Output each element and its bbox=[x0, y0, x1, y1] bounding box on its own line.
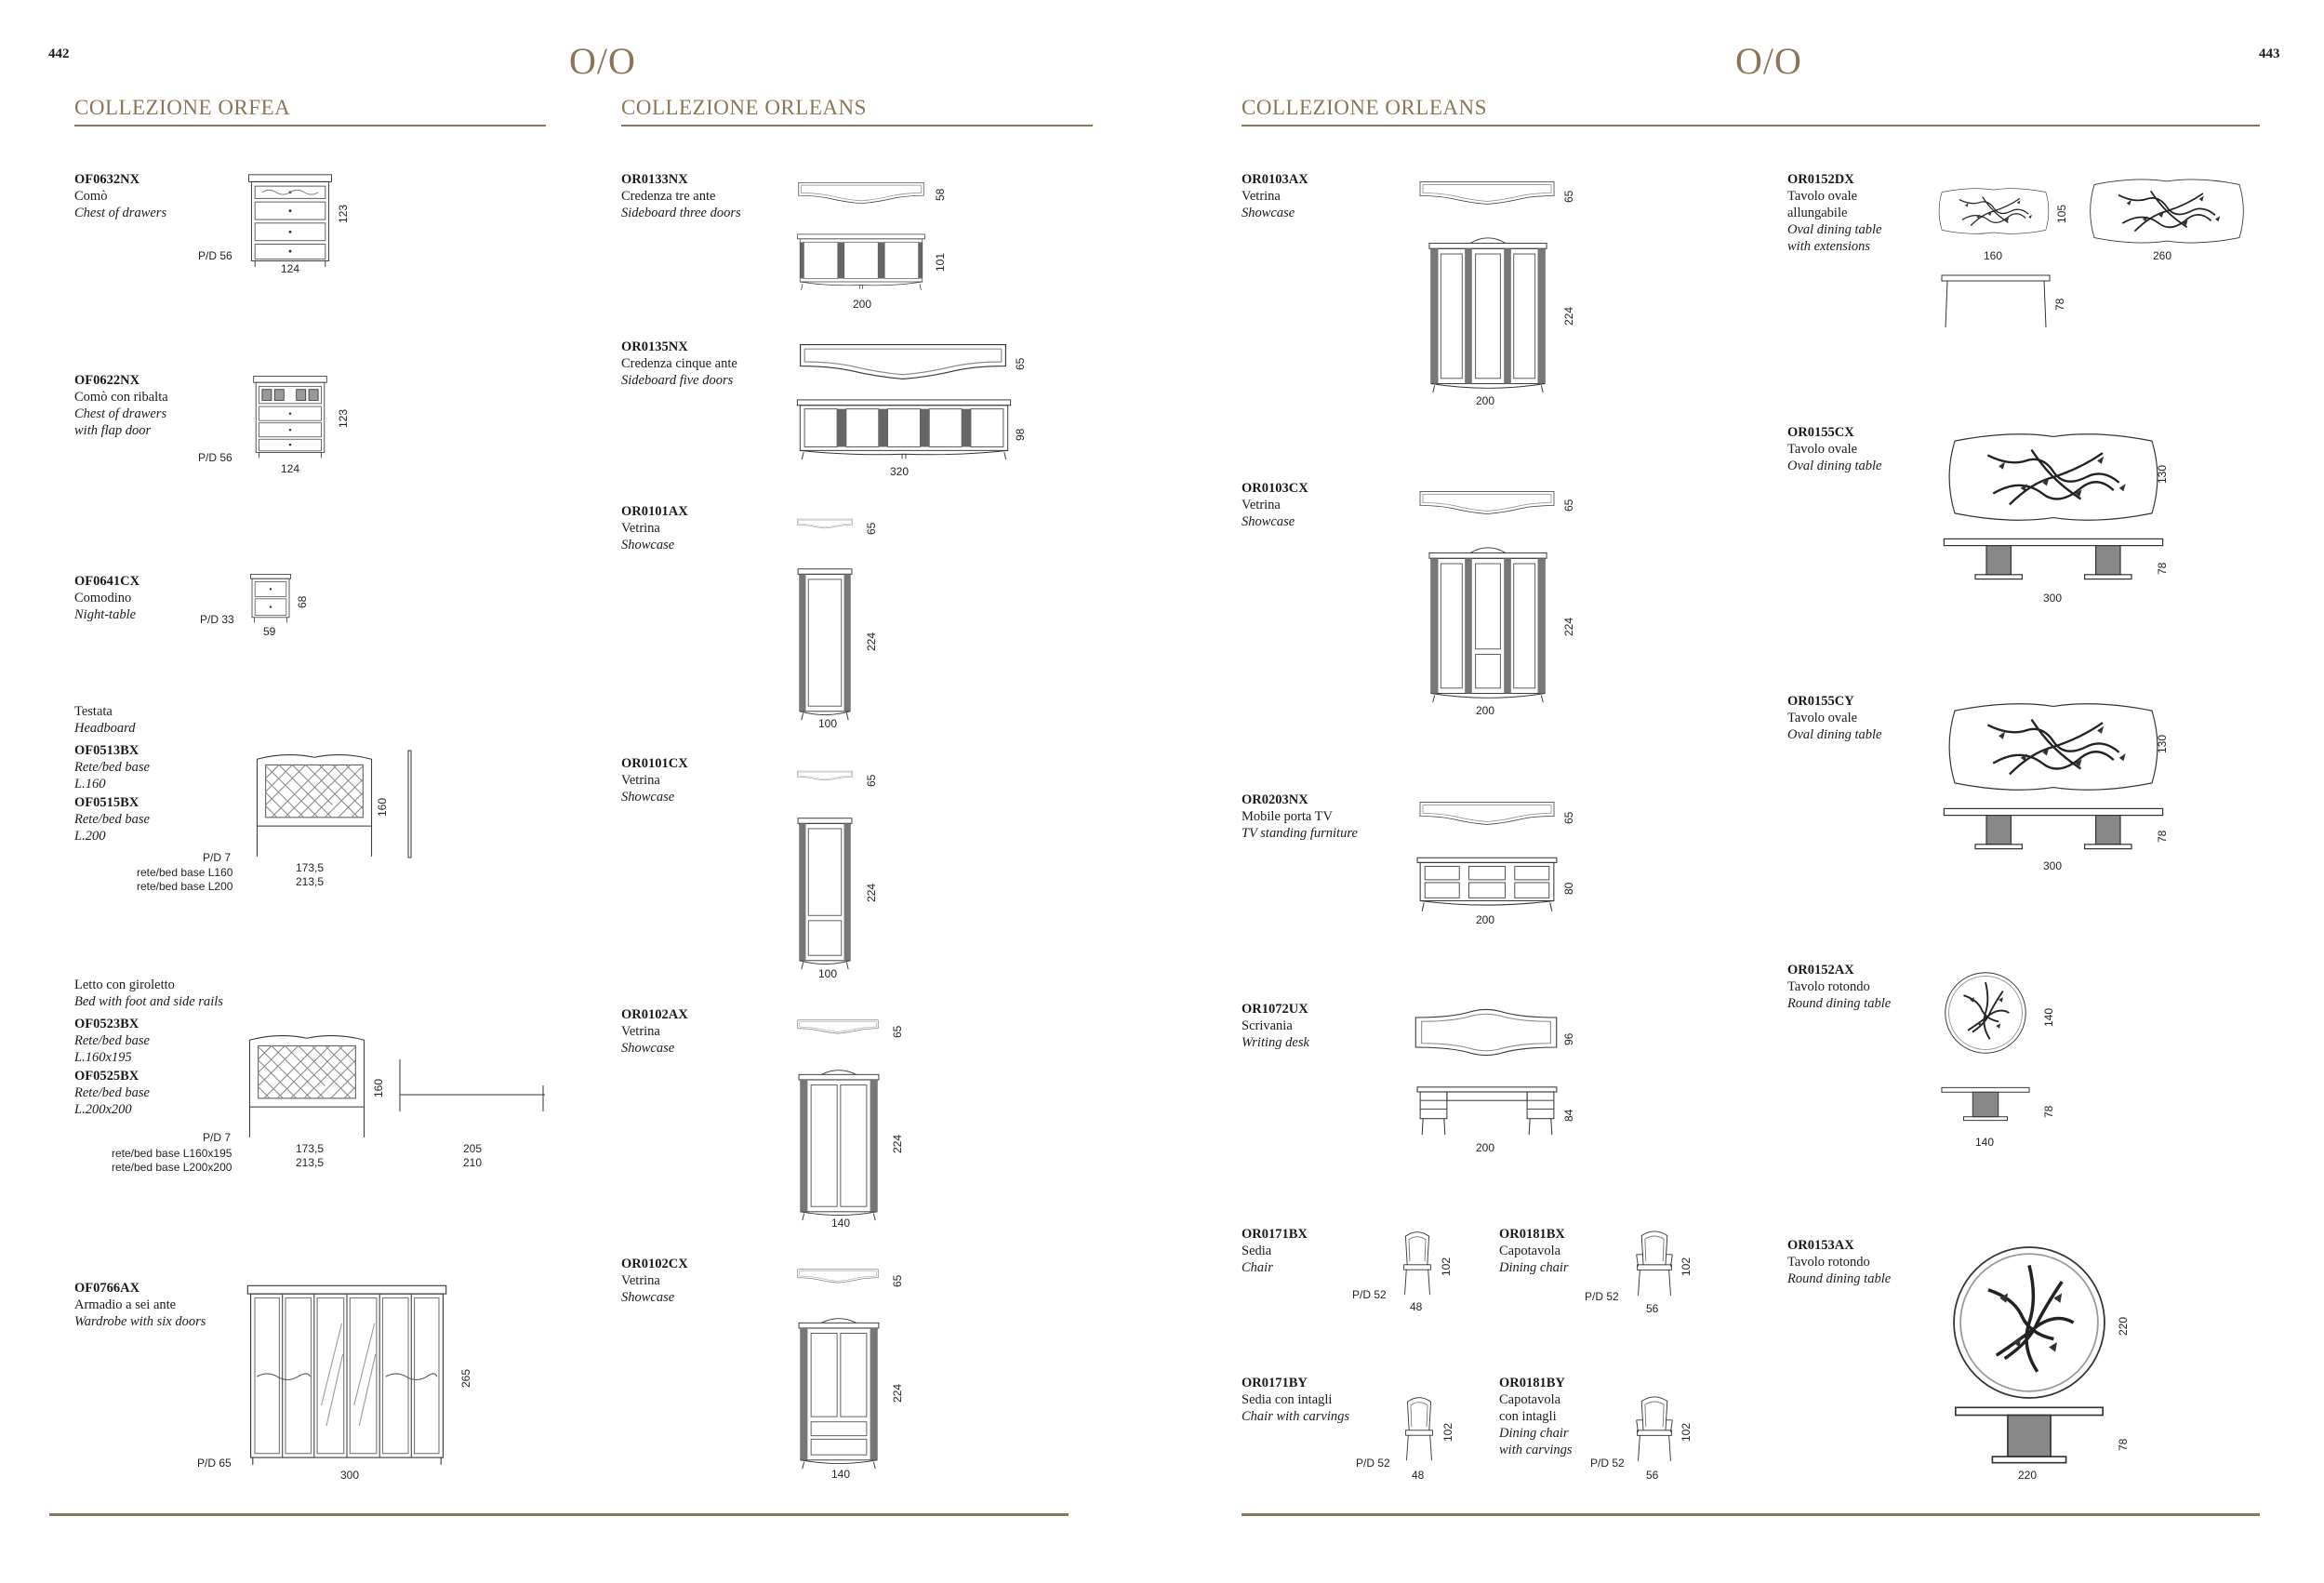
bed-side-drawing bbox=[398, 1031, 547, 1140]
showcase-top-drawing bbox=[796, 1257, 880, 1295]
dim-height: 102 bbox=[1680, 1422, 1693, 1442]
dim-width: 59 bbox=[263, 625, 276, 638]
product-code: OR0203NX bbox=[1242, 792, 1308, 807]
dim-height: 224 bbox=[1562, 306, 1575, 326]
product-name-en: Headboard bbox=[74, 721, 136, 736]
dim-height: 224 bbox=[891, 1383, 904, 1403]
dim-depth: 130 bbox=[2156, 734, 2169, 753]
item-or0133nx bbox=[621, 171, 741, 221]
dim-width: 200 bbox=[1476, 704, 1495, 717]
dim-width: 48 bbox=[1410, 1300, 1423, 1313]
dim-height: 224 bbox=[865, 883, 878, 902]
item-or0155cy bbox=[1787, 693, 1882, 743]
product-name-it: Mobile porta TV bbox=[1242, 809, 1333, 824]
sideboard5-top-drawing bbox=[796, 339, 1010, 384]
product-name-it: Comò bbox=[74, 189, 108, 204]
dim-width: 140 bbox=[831, 1468, 851, 1481]
item-or0181by bbox=[1499, 1375, 1573, 1458]
product-name-en: Showcase bbox=[621, 538, 675, 552]
dim-height: 224 bbox=[891, 1134, 904, 1153]
product-code: OR0152AX bbox=[1787, 963, 1854, 978]
product-name-it-2: con intagli bbox=[1499, 1409, 1557, 1424]
dim-length: 210 bbox=[463, 1156, 483, 1169]
dim-height: 224 bbox=[1562, 617, 1575, 636]
dim-height: 160 bbox=[376, 797, 389, 817]
product-code: OR0135NX bbox=[621, 339, 688, 354]
product-name-it: Capotavola bbox=[1499, 1244, 1561, 1258]
product-name-it: Vetrina bbox=[621, 773, 660, 788]
dim-height: 78 bbox=[2042, 1105, 2055, 1118]
product-name-en: Chest of drawers bbox=[74, 406, 167, 421]
dim-depth: P/D 7 bbox=[203, 851, 232, 864]
dim-depth: 65 bbox=[891, 1025, 904, 1038]
dim-height: 123 bbox=[337, 408, 350, 428]
product-name-it: Comò con ribalta bbox=[74, 390, 168, 405]
dim-width: 200 bbox=[1476, 1141, 1495, 1154]
item-or0103cx bbox=[1242, 480, 1308, 530]
product-name-it: Vetrina bbox=[1242, 498, 1281, 512]
dim-depth: 96 bbox=[1562, 1032, 1575, 1045]
product-name-it: Letto con giroletto bbox=[74, 978, 175, 992]
sideboard-three-doors-drawing bbox=[796, 229, 926, 296]
showcase-top-drawing bbox=[1417, 482, 1557, 524]
dim-height: 78 bbox=[2117, 1438, 2130, 1451]
bed-drawing bbox=[244, 1031, 370, 1140]
oval-table-side-drawing bbox=[1942, 802, 2165, 856]
dim-depth: P/D 56 bbox=[198, 451, 232, 464]
dim-height: 98 bbox=[1014, 428, 1027, 441]
item-or0102ax bbox=[621, 1006, 688, 1057]
dim-height: 265 bbox=[459, 1368, 472, 1388]
product-name-it: Vetrina bbox=[621, 1273, 660, 1288]
dining-armchair-drawing bbox=[1633, 1228, 1676, 1298]
showcase-drawing bbox=[792, 1066, 885, 1222]
variant-label: Rete/bed base bbox=[74, 760, 150, 775]
product-name-it: Armadio a sei ante bbox=[74, 1297, 177, 1312]
item-bed bbox=[74, 977, 223, 1118]
product-name-en: Showcase bbox=[1242, 514, 1295, 529]
sideboard-five-doors-drawing bbox=[794, 398, 1014, 461]
oval-table-side-drawing bbox=[1940, 273, 2052, 329]
product-code: OR0103AX bbox=[1242, 172, 1308, 187]
dim-width: 320 bbox=[890, 465, 910, 478]
product-code: OR0153AX bbox=[1787, 1238, 1854, 1253]
dim-height: 80 bbox=[1562, 882, 1575, 895]
product-name-en: Showcase bbox=[621, 1041, 675, 1056]
collection-rule-orfea bbox=[74, 125, 546, 126]
item-or0103ax bbox=[1242, 171, 1308, 221]
dim-height: 160 bbox=[372, 1078, 385, 1097]
product-name-en-2: with carvings bbox=[1499, 1443, 1573, 1457]
product-name-en: Night-table bbox=[74, 607, 137, 622]
item-or0181bx bbox=[1499, 1226, 1569, 1276]
product-code: OF0632NX bbox=[74, 172, 140, 187]
item-or0155cx bbox=[1787, 424, 1882, 474]
dim-width: 173,5 bbox=[296, 861, 325, 874]
product-code: OF0523BX bbox=[74, 1017, 139, 1031]
item-of0632nx bbox=[74, 171, 166, 221]
product-code: OR0152DX bbox=[1787, 172, 1854, 187]
collection-title-orleans-right: COLLEZIONE ORLEANS bbox=[1242, 96, 1487, 119]
product-name-en: Oval dining table bbox=[1787, 459, 1882, 473]
dim-depth: 105 bbox=[2055, 204, 2068, 223]
dim-depth: 130 bbox=[2156, 464, 2169, 484]
dim-depth: 220 bbox=[2117, 1316, 2130, 1336]
dim-depth: P/D 52 bbox=[1356, 1457, 1390, 1470]
product-name-en-2: with extensions bbox=[1787, 239, 1871, 254]
dim-width: 220 bbox=[2018, 1469, 2038, 1482]
dim-height: 78 bbox=[2156, 562, 2169, 575]
collection-rule-orleans-right bbox=[1242, 125, 2260, 126]
desk-top-drawing bbox=[1412, 1001, 1560, 1064]
dim-width: 56 bbox=[1646, 1469, 1659, 1482]
dim-depth: P/D 52 bbox=[1590, 1457, 1625, 1470]
product-code: OR0155CX bbox=[1787, 425, 1854, 440]
product-name-it: Tavolo rotondo bbox=[1787, 1255, 1870, 1270]
product-code: OR0155CY bbox=[1787, 694, 1854, 709]
product-code: OR0181BX bbox=[1499, 1227, 1565, 1242]
dim-height: 68 bbox=[296, 595, 309, 608]
night-table-drawing bbox=[247, 572, 294, 624]
variant-size: L.160x195 bbox=[74, 1050, 132, 1065]
item-or0102cx bbox=[621, 1256, 688, 1306]
carved-armchair-drawing bbox=[1633, 1393, 1676, 1464]
dim-width: 300 bbox=[340, 1469, 360, 1482]
variant-size: L.200 bbox=[74, 829, 106, 844]
item-or0203nx bbox=[1242, 792, 1358, 842]
product-name-it: Vetrina bbox=[621, 1024, 660, 1039]
product-code: OR0101AX bbox=[621, 504, 688, 519]
product-name-it: Credenza cinque ante bbox=[621, 356, 737, 371]
dim-width: 124 bbox=[281, 262, 300, 275]
product-name-en: Sideboard five doors bbox=[621, 373, 734, 388]
round-table-top-drawing bbox=[1942, 969, 2029, 1057]
dim-width: 160 bbox=[1984, 249, 2003, 262]
product-name-it: Vetrina bbox=[1242, 189, 1281, 204]
showcase-drawing bbox=[792, 565, 857, 722]
dim-width: 213,5 bbox=[296, 1156, 325, 1169]
round-table-side-drawing bbox=[1942, 1404, 2117, 1466]
showcase-top-drawing bbox=[796, 505, 854, 542]
product-code: OR0171BY bbox=[1242, 1376, 1308, 1390]
dim-width: 100 bbox=[818, 967, 838, 980]
oval-table-top-drawing bbox=[1942, 698, 2165, 796]
showcase-top-drawing bbox=[796, 1008, 880, 1045]
product-name-en: Showcase bbox=[1242, 206, 1295, 220]
chest-of-drawers-drawing bbox=[246, 172, 335, 269]
product-code: OF0513BX bbox=[74, 743, 139, 758]
collection-title-orfea: COLLEZIONE ORFEA bbox=[74, 96, 291, 119]
dim-height: 78 bbox=[2053, 298, 2066, 311]
dim-height: 102 bbox=[1440, 1257, 1453, 1276]
dim-label: rete/bed base L160x195 bbox=[112, 1147, 232, 1160]
showcase-wide-drawing bbox=[1414, 234, 1562, 394]
page-number-right: 443 bbox=[2259, 47, 2280, 61]
showcase-top-drawing bbox=[796, 757, 854, 794]
product-name-it: Vetrina bbox=[621, 521, 660, 536]
item-or0153ax bbox=[1787, 1237, 1891, 1287]
product-name-it-2: allungabile bbox=[1787, 206, 1848, 220]
dim-width: 200 bbox=[853, 298, 872, 311]
brand-logo-left: O/O bbox=[569, 40, 636, 82]
dim-width: 173,5 bbox=[296, 1142, 325, 1155]
product-name-en: Chair bbox=[1242, 1260, 1273, 1275]
product-name-en: Oval dining table bbox=[1787, 222, 1882, 237]
dim-width: 100 bbox=[818, 717, 838, 730]
product-code: OR0102AX bbox=[621, 1007, 688, 1022]
item-headboard bbox=[74, 703, 150, 845]
product-name-en: Writing desk bbox=[1242, 1035, 1309, 1050]
item-of0766ax bbox=[74, 1280, 206, 1330]
product-name-it: Testata bbox=[74, 704, 113, 719]
dim-height: 224 bbox=[865, 632, 878, 651]
dim-width: 200 bbox=[1476, 394, 1495, 407]
product-name-it: Comodino bbox=[74, 591, 132, 605]
dim-depth: P/D 7 bbox=[203, 1131, 232, 1144]
product-name-en: TV standing furniture bbox=[1242, 826, 1358, 841]
showcase-drawing bbox=[792, 1314, 885, 1470]
product-code: OF0766AX bbox=[74, 1281, 140, 1296]
product-name-en: Dining chair bbox=[1499, 1426, 1569, 1441]
product-name-it: Credenza tre ante bbox=[621, 189, 716, 204]
dim-depth: 65 bbox=[865, 774, 878, 787]
product-code: OR0181BY bbox=[1499, 1376, 1565, 1390]
item-or0101cx bbox=[621, 755, 688, 805]
dim-depth: 65 bbox=[1562, 190, 1575, 203]
product-code: OR0102CX bbox=[621, 1257, 688, 1271]
dim-depth: P/D 52 bbox=[1585, 1290, 1619, 1303]
footer-rule-right bbox=[1242, 1513, 2260, 1516]
product-name-en: Round dining table bbox=[1787, 996, 1892, 1011]
product-code: OR0101CX bbox=[621, 756, 688, 771]
item-or0152ax bbox=[1787, 962, 1891, 1012]
showcase-top-drawing bbox=[1417, 172, 1557, 214]
dim-height: 101 bbox=[934, 252, 947, 272]
dim-depth: 58 bbox=[934, 188, 947, 201]
dim-depth: P/D 33 bbox=[200, 613, 234, 626]
product-code: OR0133NX bbox=[621, 172, 688, 187]
product-name-it: Scrivania bbox=[1242, 1018, 1293, 1033]
item-of0622nx bbox=[74, 372, 168, 439]
chair-drawing bbox=[1401, 1228, 1434, 1298]
dim-depth: 65 bbox=[1014, 357, 1027, 370]
dim-width: 56 bbox=[1646, 1302, 1659, 1315]
dim-label: rete/bed base L200 bbox=[137, 880, 233, 893]
round-table-top-drawing bbox=[1947, 1241, 2111, 1404]
variant-label: Rete/bed base bbox=[74, 812, 150, 827]
product-name-en: Chair with carvings bbox=[1242, 1409, 1350, 1424]
showcase-drawing bbox=[792, 815, 857, 971]
product-name-en: Oval dining table bbox=[1787, 727, 1882, 742]
product-code: OF0622NX bbox=[74, 373, 140, 388]
sideboard-top-drawing bbox=[796, 172, 926, 214]
oval-table-top-drawing bbox=[1942, 428, 2165, 526]
product-code: OF0525BX bbox=[74, 1069, 139, 1084]
dim-label: rete/bed base L200x200 bbox=[112, 1161, 232, 1174]
page-number-left: 442 bbox=[48, 47, 70, 61]
variant-label: Rete/bed base bbox=[74, 1085, 150, 1100]
product-name-it: Sedia bbox=[1242, 1244, 1272, 1258]
dim-length: 205 bbox=[463, 1142, 483, 1155]
headboard-side-drawing bbox=[407, 750, 413, 859]
dim-width: 140 bbox=[1975, 1136, 1995, 1149]
product-name-it: Tavolo ovale bbox=[1787, 189, 1858, 204]
dim-depth: 65 bbox=[891, 1274, 904, 1287]
product-name-en: Chest of drawers bbox=[74, 206, 167, 220]
dim-height: 78 bbox=[2156, 830, 2169, 843]
dim-height: 102 bbox=[1441, 1422, 1454, 1442]
tv-top-drawing bbox=[1417, 792, 1557, 834]
item-or0152dx bbox=[1787, 171, 1882, 255]
wardrobe-drawing bbox=[245, 1282, 449, 1468]
product-code: OR1072UX bbox=[1242, 1002, 1308, 1017]
dim-height: 123 bbox=[337, 204, 350, 223]
variant-size: L.200x200 bbox=[74, 1102, 132, 1117]
writing-desk-drawing bbox=[1415, 1084, 1559, 1138]
variant-size: L.160 bbox=[74, 777, 106, 792]
product-name-it: Tavolo ovale bbox=[1787, 442, 1858, 457]
dim-width: 124 bbox=[281, 462, 300, 475]
product-name-en: Bed with foot and side rails bbox=[74, 994, 223, 1009]
item-or0171by bbox=[1242, 1375, 1349, 1425]
dim-depth: 65 bbox=[865, 522, 878, 535]
dim-depth: P/D 52 bbox=[1352, 1288, 1387, 1301]
dim-width: 200 bbox=[1476, 913, 1495, 926]
product-name-it: Tavolo ovale bbox=[1787, 711, 1858, 725]
product-name-en: Round dining table bbox=[1787, 1271, 1892, 1286]
product-name-it: Sedia con intagli bbox=[1242, 1392, 1333, 1407]
round-table-side-drawing bbox=[1940, 1079, 2031, 1129]
dim-depth: P/D 65 bbox=[197, 1457, 232, 1470]
item-or1072ux bbox=[1242, 1001, 1309, 1051]
dim-depth: 140 bbox=[2042, 1007, 2055, 1027]
oval-table-extended-drawing bbox=[2074, 175, 2260, 247]
brand-logo-right: O/O bbox=[1735, 40, 1802, 82]
dim-depth: 65 bbox=[1562, 811, 1575, 824]
product-name-it: Capotavola bbox=[1499, 1392, 1561, 1407]
carved-chair-drawing bbox=[1402, 1393, 1436, 1464]
dim-depth: P/D 56 bbox=[198, 249, 232, 262]
oval-table-side-drawing bbox=[1942, 532, 2165, 586]
dim-height: 102 bbox=[1680, 1257, 1693, 1276]
footer-rule-left bbox=[49, 1513, 1069, 1516]
product-name-en: Showcase bbox=[621, 790, 675, 805]
variant-label: Rete/bed base bbox=[74, 1033, 150, 1048]
dim-width: 300 bbox=[2043, 592, 2063, 605]
product-code: OR0103CX bbox=[1242, 481, 1308, 496]
product-code: OF0515BX bbox=[74, 795, 139, 810]
collection-rule-orleans-left bbox=[621, 125, 1093, 126]
item-of0641cx bbox=[74, 573, 139, 623]
product-name-en: Dining chair bbox=[1499, 1260, 1569, 1275]
oval-table-top-drawing bbox=[1936, 175, 2052, 247]
collection-title-orleans-left: COLLEZIONE ORLEANS bbox=[621, 96, 867, 119]
chest-flap-door-drawing bbox=[246, 374, 335, 459]
product-name-en: Sideboard three doors bbox=[621, 206, 741, 220]
headboard-drawing bbox=[251, 750, 378, 859]
dim-width: 48 bbox=[1412, 1469, 1425, 1482]
item-or0171bx bbox=[1242, 1226, 1308, 1276]
product-code: OR0171BX bbox=[1242, 1227, 1308, 1242]
product-code: OF0641CX bbox=[74, 574, 140, 589]
product-name-it: Tavolo rotondo bbox=[1787, 979, 1870, 994]
showcase-wide-drawing bbox=[1414, 544, 1562, 704]
dim-width: 140 bbox=[831, 1217, 851, 1230]
dim-width: 300 bbox=[2043, 859, 2063, 872]
tv-cabinet-drawing bbox=[1415, 856, 1559, 913]
product-name-en: Showcase bbox=[621, 1290, 675, 1305]
dim-width: 213,5 bbox=[296, 875, 325, 888]
dim-width-extended: 260 bbox=[2153, 249, 2172, 262]
product-name-en: Wardrobe with six doors bbox=[74, 1314, 206, 1329]
item-or0101ax bbox=[621, 503, 688, 553]
dim-depth: 65 bbox=[1562, 499, 1575, 512]
dim-height: 84 bbox=[1562, 1109, 1575, 1122]
product-name-en-2: with flap door bbox=[74, 423, 152, 438]
item-or0135nx bbox=[621, 339, 737, 389]
dim-label: rete/bed base L160 bbox=[137, 866, 233, 879]
